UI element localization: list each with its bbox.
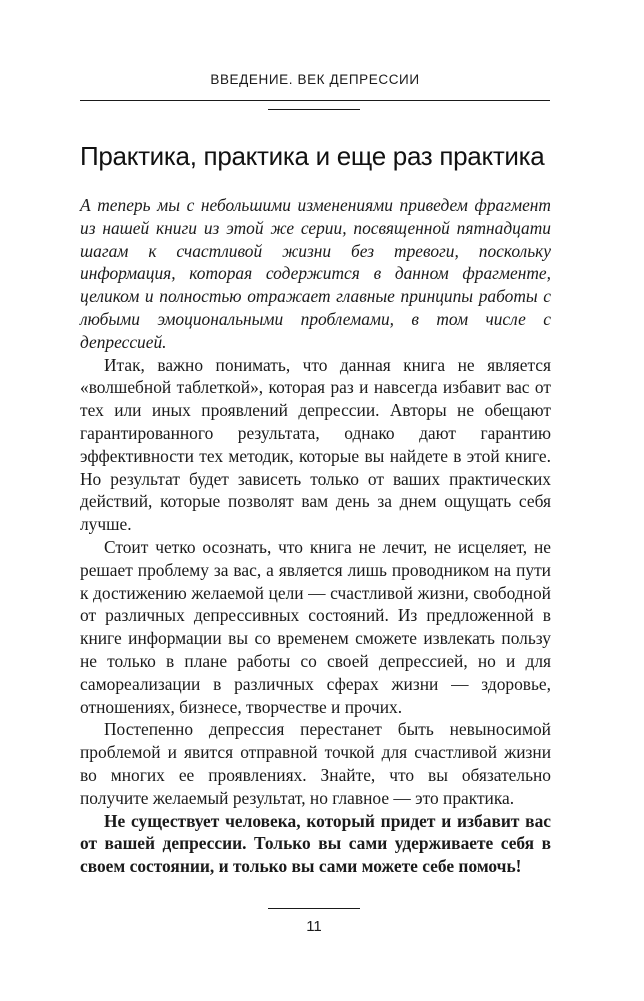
paragraph-1: Итак, важно понимать, что данная книга не является «волшебной таблеткой», которая раз и навсегда избавит вас от тех или иных проявлений депрессии. Авторы не обещают гарантированного результата, однако дают гарантию эффективности тех методик, которые вы найдете в этой книге. Но результат будет зависеть только от ваших практических действий, которые позволят вам день за днем ощущать себя лучше. bbox=[80, 354, 551, 535]
intro-paragraph: А теперь мы с небольшими изменениями приведем фрагмент из нашей книги из этой же серии, посвященной пятнадцати шагам к счастливой жизни без тревоги, поскольку информация, которая содержится в данном фрагменте, целиком и полностью отражает главные принципы работы с любыми эмоциональными проблемами, в том числе с депрессией. bbox=[80, 195, 551, 352]
page-number: 11 bbox=[306, 918, 322, 935]
paragraph-4-bold: Не существует человека, который придет и избавит вас от вашей депрессии. Только вы сами удерживаете себя в своем состоянии, и только вы сами можете себе помочь! bbox=[80, 810, 551, 877]
paragraph-2: Стоит четко осознать, что книга не лечит, не исцеляет, не решает проблему за вас, а является лишь проводником на пути к достижению желаемой цели — счастливой жизни, свободной от различных депрессивных состояний. Из предложенной в книге информации вы со временем сможете извлекать пользу не только в плане работы со своей депрессией, но и для самореализации в различных сферах жизни — здоровье, отношениях, бизнесе, творчестве и прочих. bbox=[80, 536, 551, 717]
footer-rule bbox=[268, 908, 360, 909]
header-short-rule bbox=[268, 109, 360, 110]
header-rule bbox=[80, 100, 550, 101]
paragraph-3: Постепенно депрессия перестанет быть невыносимой проблемой и явится отправной точкой для счастливой жизни во многих ее проявлениях. Знайте, что вы обязательно получите желаемый результат, но главное — это практика. bbox=[80, 719, 551, 808]
running-head: ВВЕДЕНИЕ. ВЕК ДЕПРЕССИИ bbox=[210, 72, 420, 87]
body-text bbox=[80, 194, 551, 878]
section-title: Практика, практика и еще раз практика bbox=[80, 141, 545, 171]
